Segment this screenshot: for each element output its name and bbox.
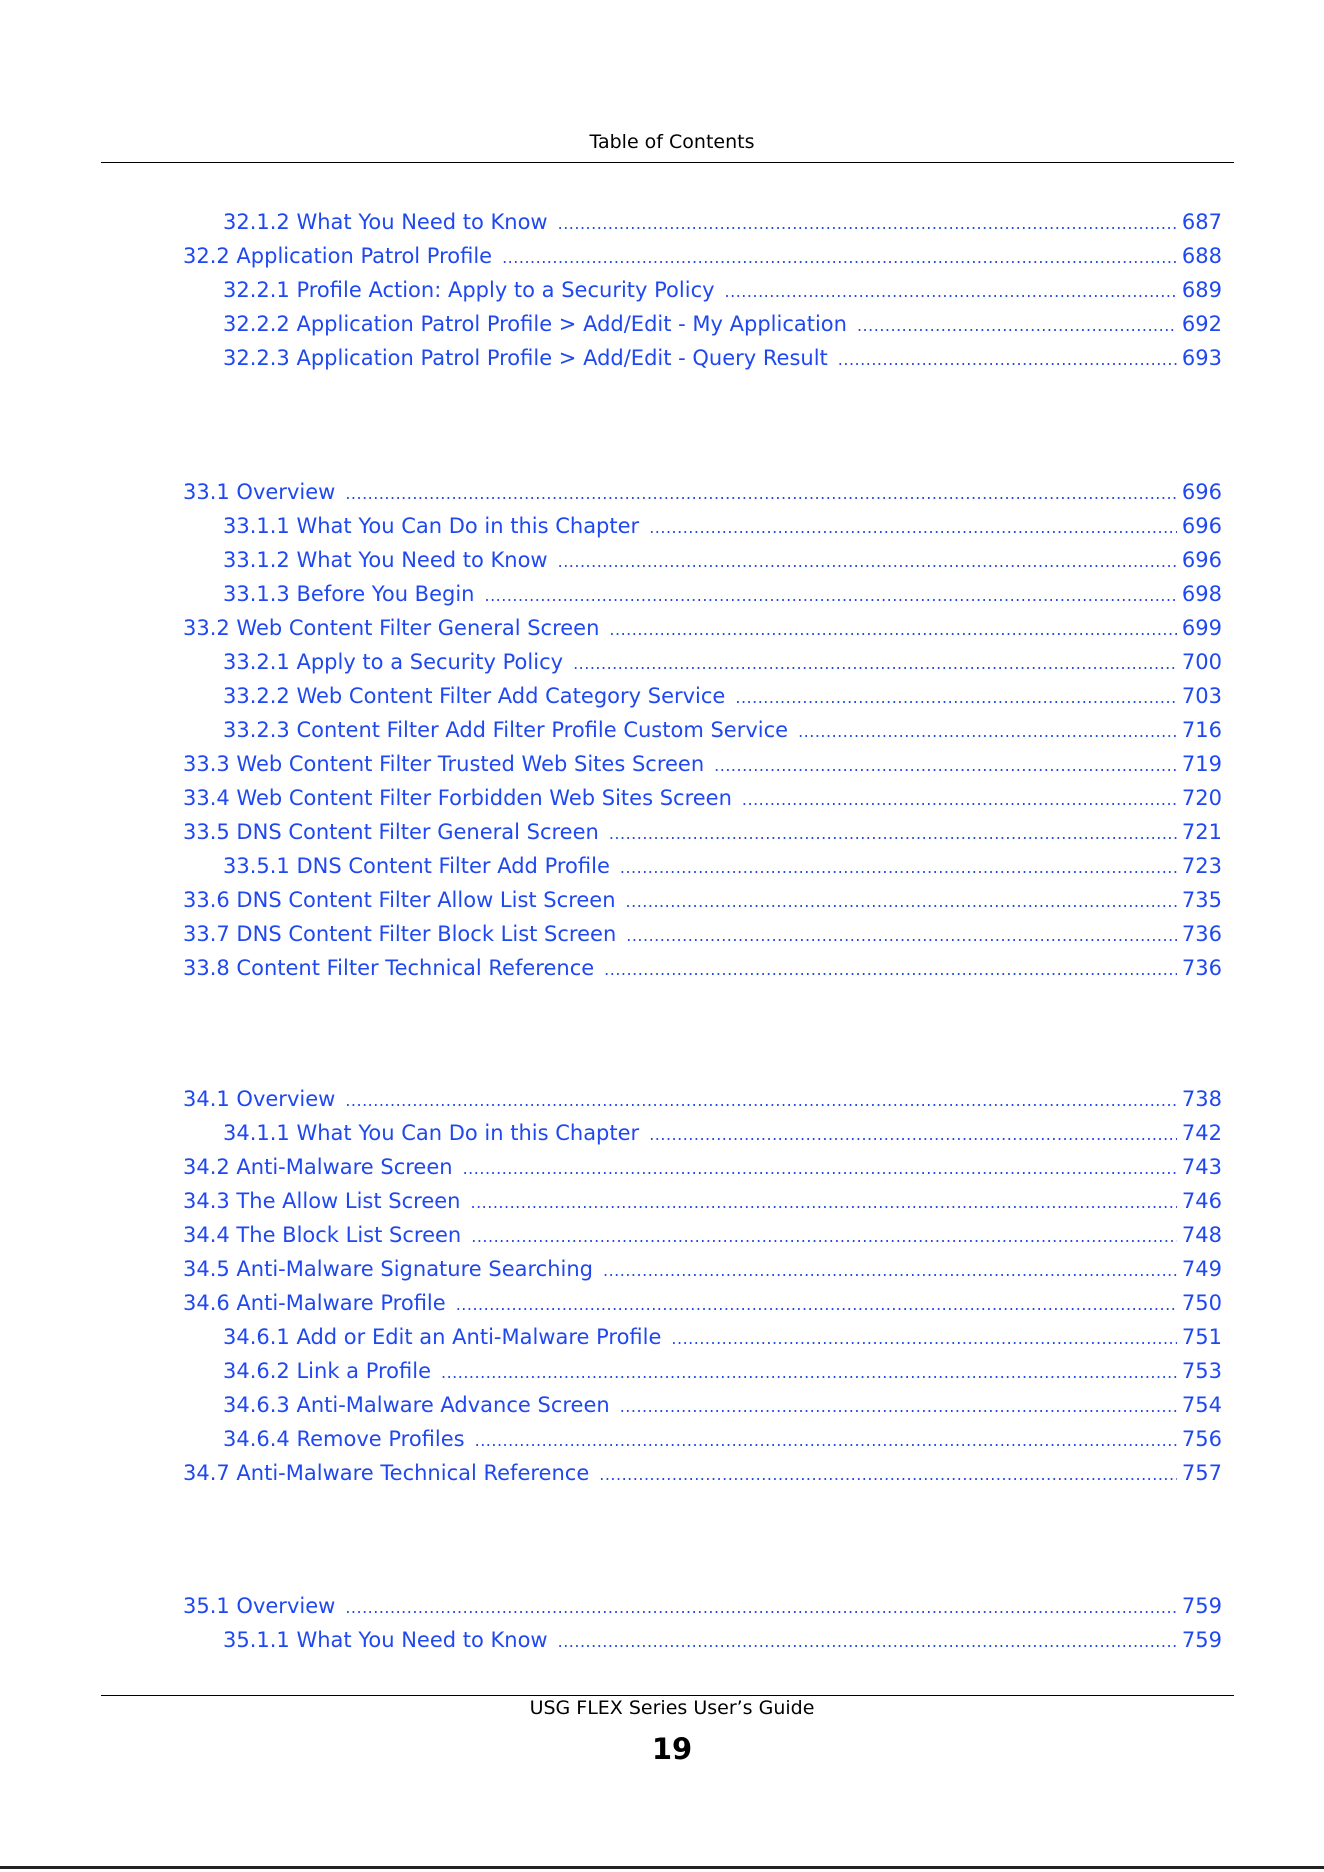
footer-divider bbox=[101, 1695, 1234, 1696]
toc-entry-page: 716 bbox=[1181, 718, 1222, 742]
toc-entry-label: 34.6 Anti-Malware Profile bbox=[183, 1291, 446, 1315]
toc-entry-label: 33.7 DNS Content Filter Block List Screen bbox=[183, 922, 617, 946]
toc-entry-page: 749 bbox=[1181, 1257, 1222, 1281]
toc-entry[interactable] bbox=[223, 1320, 1222, 1354]
toc-entry[interactable] bbox=[183, 1082, 1222, 1116]
dot-leader bbox=[484, 579, 1176, 613]
toc-entry-label: 33.1.3 Before You Begin bbox=[223, 582, 475, 606]
dot-leader bbox=[626, 885, 1177, 919]
dot-leader bbox=[345, 1591, 1177, 1625]
toc-entry[interactable] bbox=[223, 645, 1222, 679]
toc-entry-page: 696 bbox=[1181, 548, 1222, 572]
dot-leader bbox=[558, 1625, 1177, 1659]
toc-entry-page: 696 bbox=[1181, 480, 1222, 504]
toc-entry[interactable] bbox=[223, 849, 1222, 883]
dot-leader bbox=[456, 1288, 1177, 1322]
footer-guide-title: USG FLEX Series User’s Guide bbox=[529, 1697, 815, 1719]
toc-entry[interactable] bbox=[183, 1589, 1222, 1623]
bottom-edge-strip bbox=[0, 1866, 1324, 1869]
toc-entry[interactable] bbox=[223, 1623, 1222, 1657]
toc-entry-page: 736 bbox=[1181, 956, 1222, 980]
dot-leader bbox=[725, 275, 1177, 309]
toc-entry[interactable] bbox=[183, 917, 1222, 951]
toc-entry-page: 700 bbox=[1181, 650, 1222, 674]
toc-entry-label: 33.6 DNS Content Filter Allow List Screen bbox=[183, 888, 616, 912]
toc-entry-page: 753 bbox=[1181, 1359, 1222, 1383]
dot-leader bbox=[603, 1254, 1177, 1288]
dot-leader bbox=[649, 511, 1177, 545]
toc-entry[interactable] bbox=[183, 1252, 1222, 1286]
toc-entry-label: 34.6.4 Remove Profiles bbox=[223, 1427, 465, 1451]
toc-entry[interactable] bbox=[183, 239, 1222, 273]
dot-leader bbox=[742, 783, 1177, 817]
toc-entry-label: 34.6.2 Link a Profile bbox=[223, 1359, 431, 1383]
toc-entry[interactable] bbox=[183, 781, 1222, 815]
dot-leader bbox=[502, 241, 1177, 275]
toc-entry-page: 736 bbox=[1181, 922, 1222, 946]
toc-entry-page: 746 bbox=[1181, 1189, 1222, 1213]
toc-entry-page: 703 bbox=[1181, 684, 1222, 708]
toc-entry-label: 34.1.1 What You Can Do in this Chapter bbox=[223, 1121, 640, 1145]
dot-leader bbox=[609, 613, 1177, 647]
toc-entry[interactable] bbox=[223, 341, 1222, 375]
dot-leader bbox=[475, 1424, 1177, 1458]
toc-entry-label: 33.2.3 Content Filter Add Filter Profile Custom Service bbox=[223, 718, 789, 742]
toc-entry-page: 756 bbox=[1181, 1427, 1222, 1451]
toc-entry-page: 759 bbox=[1181, 1594, 1222, 1618]
toc-entry-label: 34.7 Anti-Malware Technical Reference bbox=[183, 1461, 590, 1485]
dot-leader bbox=[470, 1186, 1176, 1220]
dot-leader bbox=[604, 953, 1177, 987]
toc-entry-page: 723 bbox=[1181, 854, 1222, 878]
toc-entry-page: 689 bbox=[1181, 278, 1222, 302]
toc-entry-page: 696 bbox=[1181, 514, 1222, 538]
toc-entry-label: 34.6.3 Anti-Malware Advance Screen bbox=[223, 1393, 610, 1417]
toc-entry-page: 748 bbox=[1181, 1223, 1222, 1247]
toc-entry[interactable] bbox=[223, 713, 1222, 747]
toc-entry[interactable] bbox=[183, 815, 1222, 849]
toc-entry-label: 33.1.1 What You Can Do in this Chapter bbox=[223, 514, 640, 538]
dot-leader bbox=[558, 207, 1177, 241]
toc-entry-label: 34.2 Anti-Malware Screen bbox=[183, 1155, 453, 1179]
page-number: 19 bbox=[651, 1732, 693, 1766]
toc-entry[interactable] bbox=[183, 883, 1222, 917]
dot-leader bbox=[620, 1390, 1177, 1424]
dot-leader bbox=[609, 817, 1177, 851]
toc-entry-page: 754 bbox=[1181, 1393, 1222, 1417]
toc-entry-label: 33.1.2 What You Need to Know bbox=[223, 548, 548, 572]
toc-entry-page: 735 bbox=[1181, 888, 1222, 912]
toc-entry-page: 743 bbox=[1181, 1155, 1222, 1179]
toc-entry-label: 32.2.3 Application Patrol Profile > Add/Edit - Query Result bbox=[223, 346, 828, 370]
toc-entry-page: 699 bbox=[1181, 616, 1222, 640]
toc-entry-label: 33.8 Content Filter Technical Reference bbox=[183, 956, 595, 980]
toc-entry-label: 32.2.1 Profile Action: Apply to a Security Policy bbox=[223, 278, 715, 302]
toc-entry-label: 35.1 Overview bbox=[183, 1594, 336, 1618]
dot-leader bbox=[345, 1084, 1177, 1118]
toc-entry-label: 34.3 The Allow List Screen bbox=[183, 1189, 461, 1213]
toc-entry[interactable] bbox=[223, 205, 1222, 239]
toc-entry[interactable] bbox=[223, 1422, 1222, 1456]
toc-entry[interactable] bbox=[223, 577, 1222, 611]
dot-leader bbox=[558, 545, 1177, 579]
toc-entry-label: 33.2.1 Apply to a Security Policy bbox=[223, 650, 564, 674]
toc-entry[interactable] bbox=[223, 1116, 1222, 1150]
toc-entry[interactable] bbox=[223, 1388, 1222, 1422]
dot-leader bbox=[620, 851, 1177, 885]
toc-entry-label: 33.5 DNS Content Filter General Screen bbox=[183, 820, 599, 844]
toc-entry-page: 721 bbox=[1181, 820, 1222, 844]
toc-entry[interactable] bbox=[183, 1184, 1222, 1218]
toc-entry[interactable] bbox=[223, 543, 1222, 577]
toc-entry-label: 33.3 Web Content Filter Trusted Web Sites Screen bbox=[183, 752, 705, 776]
dot-leader bbox=[471, 1220, 1177, 1254]
toc-entry-page: 757 bbox=[1181, 1461, 1222, 1485]
toc-entry-label: 34.6.1 Add or Edit an Anti-Malware Profile bbox=[223, 1325, 662, 1349]
toc-entry[interactable] bbox=[223, 273, 1222, 307]
toc-entry-label: 32.2.2 Application Patrol Profile > Add/Edit - My Application bbox=[223, 312, 847, 336]
page-header-title: Table of Contents bbox=[589, 131, 755, 153]
toc-entry-label: 34.5 Anti-Malware Signature Searching bbox=[183, 1257, 593, 1281]
toc-entry-page: 688 bbox=[1181, 244, 1222, 268]
dot-leader bbox=[573, 647, 1177, 681]
toc-entry-page: 750 bbox=[1181, 1291, 1222, 1315]
toc-entry-page: 751 bbox=[1181, 1325, 1222, 1349]
toc-entry-label: 33.2 Web Content Filter General Screen bbox=[183, 616, 600, 640]
toc-entry-label: 33.4 Web Content Filter Forbidden Web Sites Screen bbox=[183, 786, 732, 810]
toc-entry-label: 32.2 Application Patrol Profile bbox=[183, 244, 493, 268]
dot-leader bbox=[714, 749, 1177, 783]
toc-entry[interactable] bbox=[223, 1354, 1222, 1388]
dot-leader bbox=[626, 919, 1177, 953]
toc-entry-label: 33.2.2 Web Content Filter Add Category Service bbox=[223, 684, 726, 708]
toc-entry-page: 719 bbox=[1181, 752, 1222, 776]
toc-entry[interactable] bbox=[183, 951, 1222, 985]
toc-entry[interactable] bbox=[223, 679, 1222, 713]
dot-leader bbox=[599, 1458, 1177, 1492]
toc-entry[interactable] bbox=[183, 1456, 1222, 1490]
dot-leader bbox=[463, 1152, 1177, 1186]
toc-entry[interactable] bbox=[183, 475, 1222, 509]
dot-leader bbox=[671, 1322, 1177, 1356]
toc-entry-label: 35.1.1 What You Need to Know bbox=[223, 1628, 548, 1652]
dot-leader bbox=[649, 1118, 1177, 1152]
toc-entry-page: 693 bbox=[1181, 346, 1222, 370]
toc-entry[interactable] bbox=[183, 1150, 1222, 1184]
toc-entry-label: 34.4 The Block List Screen bbox=[183, 1223, 462, 1247]
dot-leader bbox=[345, 477, 1177, 511]
toc-entry[interactable] bbox=[223, 307, 1222, 341]
toc-entry-page: 692 bbox=[1181, 312, 1222, 336]
dot-leader bbox=[441, 1356, 1177, 1390]
toc-entry[interactable] bbox=[183, 1286, 1222, 1320]
toc-entry-label: 33.5.1 DNS Content Filter Add Profile bbox=[223, 854, 610, 878]
toc-entry-label: 32.1.2 What You Need to Know bbox=[223, 210, 548, 234]
dot-leader bbox=[735, 681, 1177, 715]
toc-entry[interactable] bbox=[183, 611, 1222, 645]
toc-entry-page: 738 bbox=[1181, 1087, 1222, 1111]
toc-entry-page: 698 bbox=[1181, 582, 1222, 606]
dot-leader bbox=[838, 343, 1177, 377]
toc-entry-page: 687 bbox=[1181, 210, 1222, 234]
toc-entry-label: 33.1 Overview bbox=[183, 480, 336, 504]
toc-entry[interactable] bbox=[183, 1218, 1222, 1252]
toc-entry[interactable] bbox=[183, 747, 1222, 781]
toc-entry-label: 34.1 Overview bbox=[183, 1087, 336, 1111]
toc-entry-page: 720 bbox=[1181, 786, 1222, 810]
dot-leader bbox=[798, 715, 1177, 749]
dot-leader bbox=[857, 309, 1177, 343]
toc-entry-page: 742 bbox=[1181, 1121, 1222, 1145]
toc-entry-page: 759 bbox=[1181, 1628, 1222, 1652]
toc-entry[interactable] bbox=[223, 509, 1222, 543]
